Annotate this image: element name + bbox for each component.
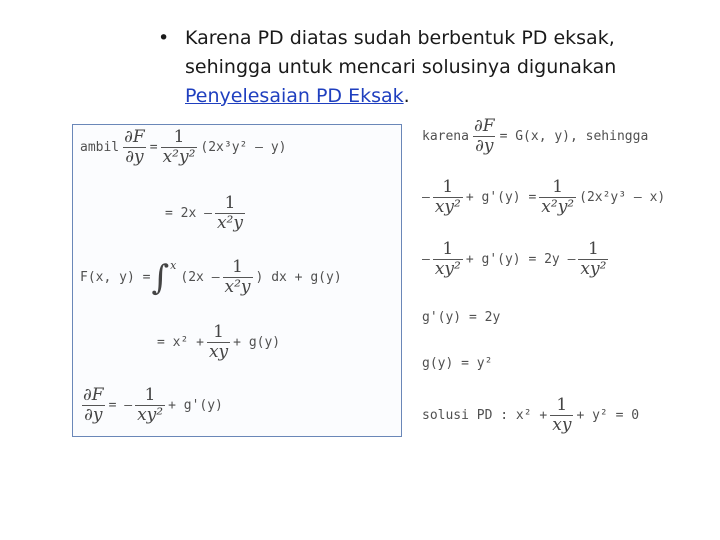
right-eq-6 xyxy=(422,396,639,435)
left-eq-5-partial-frac: $\frac{\partial F}{\partial y}$ xyxy=(83,385,104,425)
left-eq-3-frac: $\frac{1}{\text{x²y}}$ xyxy=(224,257,251,297)
right-eq-6-lhs: solusi PD : x² + xyxy=(422,408,548,423)
right-eq-2 xyxy=(422,178,665,217)
left-eq-4-lhs: = x² + xyxy=(157,335,204,350)
right-eq-6-rhs: + y² = 0 xyxy=(576,408,640,423)
left-eq-4 xyxy=(157,323,280,362)
left-eq-5-rhs: + g'(y) xyxy=(168,398,223,413)
left-eq-4-rhs: + g(y) xyxy=(233,335,281,350)
right-eq-1-partial-frac: $\frac{\partial F}{\partial y}$ xyxy=(473,116,495,156)
right-eq-3-mid: + g'(y) = 2y – xyxy=(465,252,576,267)
bullet-tail: . xyxy=(403,85,410,107)
left-eq-3 xyxy=(80,258,342,297)
left-eq-3-mid: (2x – xyxy=(180,270,220,285)
integral-limit: x xyxy=(170,259,177,272)
right-eq-1-rhs: = G(x, y), sehingga xyxy=(499,129,649,144)
left-eq-1-rhs: (2x³y² – y) xyxy=(200,140,287,155)
left-eq-2 xyxy=(165,194,248,233)
bullet-text-block xyxy=(185,24,698,111)
left-eq-1-ambil: ambil xyxy=(80,140,120,155)
right-eq-2-frac2: $\frac{1}{\text{x²y²}}$ xyxy=(541,177,575,217)
left-eq-2-lhs: = 2x – xyxy=(165,206,212,221)
right-eq-5 xyxy=(422,356,492,371)
left-eq-5-frac: $\frac{1}{\text{xy²}}$ xyxy=(137,385,164,425)
right-eq-3-frac2: $\frac{1}{\text{xy²}}$ xyxy=(580,239,607,279)
left-eq-1 xyxy=(80,128,286,167)
bullet-marker: • xyxy=(158,27,170,49)
right-eq-2-frac: $\frac{1}{\text{xy²}}$ xyxy=(434,177,461,217)
integral-symbol: ∫ xyxy=(151,257,170,298)
right-eq-5-text: g(y) = y² xyxy=(422,356,493,371)
right-eq-4 xyxy=(422,310,500,325)
right-eq-2-minus: — xyxy=(422,190,430,205)
bullet-text: Karena PD diatas sudah berbentuk PD eksak, sehingga untuk mencari solusinya digunakan xyxy=(185,27,617,78)
exact-solution-link[interactable]: Penyelesaian PD Eksak xyxy=(185,85,404,107)
right-eq-1-karena: karena xyxy=(422,129,469,144)
right-eq-3-frac: $\frac{1}{\text{xy²}}$ xyxy=(434,239,461,279)
right-eq-6-frac: $\frac{1}{xy}$ xyxy=(552,395,572,435)
left-eq-1-equals: = xyxy=(149,140,158,155)
left-eq-5-eq: = – xyxy=(108,398,133,413)
bullet-paragraph xyxy=(158,24,698,111)
left-eq-4-frac: $\frac{1}{xy}$ xyxy=(208,322,229,362)
left-eq-3-lhs: F(x, y) = xyxy=(80,270,151,285)
left-eq-2-frac: $\frac{1}{\text{x²y}}$ xyxy=(216,193,243,233)
left-eq-5 xyxy=(78,386,223,425)
right-eq-3 xyxy=(422,240,611,279)
right-eq-1 xyxy=(422,117,648,156)
left-eq-3-rhs: ) dx + g(y) xyxy=(255,270,342,285)
left-eq-1-frac: $\frac{1}{\text{x²y²}}$ xyxy=(162,127,196,167)
right-eq-4-text: g'(y) = 2y xyxy=(422,310,501,325)
right-eq-2-mid: + g'(y) = xyxy=(465,190,537,205)
right-eq-2-rhs: (2x²y³ – x) xyxy=(579,190,666,205)
left-eq-1-partial-frac: $\frac{\partial F}{\partial y}$ xyxy=(124,127,145,167)
right-eq-3-minus: — xyxy=(422,252,430,267)
